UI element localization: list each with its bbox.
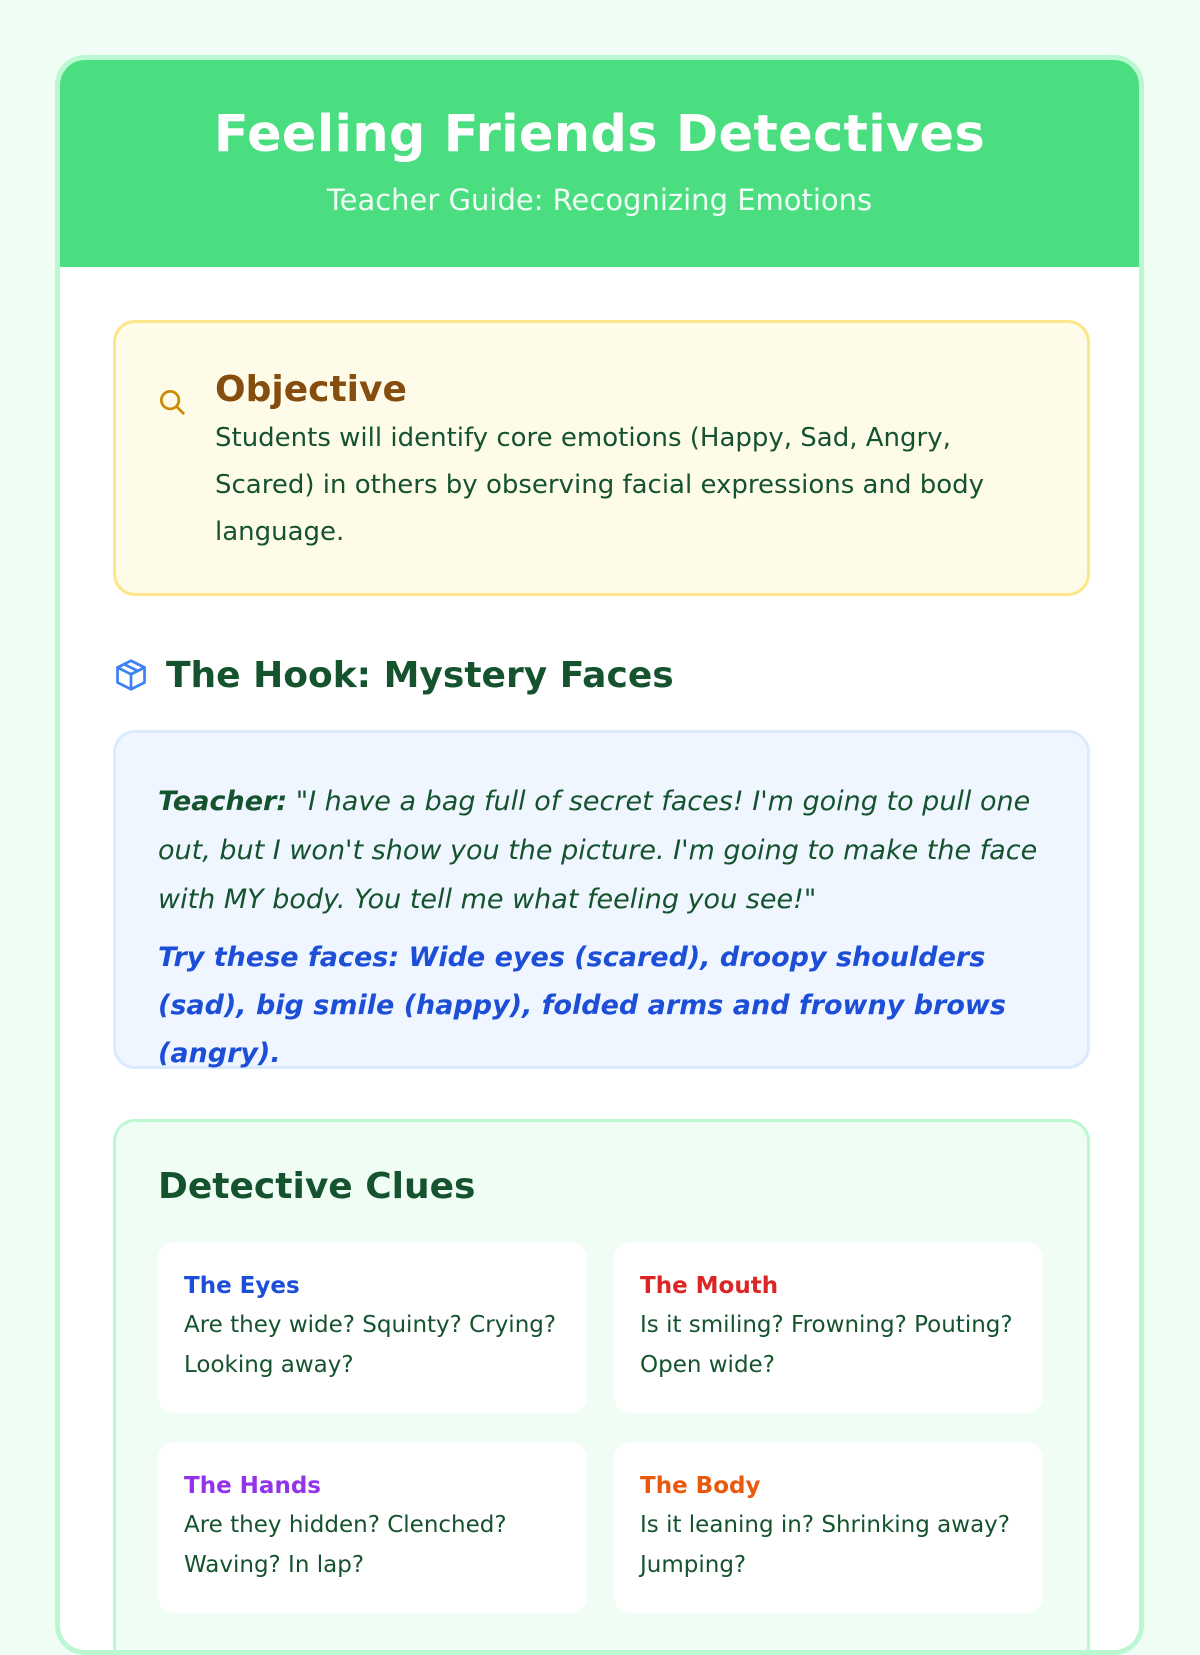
search-icon	[157, 387, 187, 417]
clue-card-body	[614, 1442, 1043, 1613]
teacher-quote	[158, 777, 1038, 924]
clue-desc: Are they wide? Squinty? Crying? Looking away?	[184, 1312, 557, 1378]
clue-desc: Are they hidden? Clenched? Waving? In lap?	[184, 1512, 507, 1578]
clue-card-hands	[158, 1442, 587, 1613]
objective-heading: Objective	[215, 369, 407, 410]
clue-card-eyes	[158, 1242, 587, 1413]
hook-heading: The Hook: Mystery Faces	[166, 654, 674, 696]
guide-card	[55, 55, 1144, 1655]
objective-box	[113, 320, 1090, 596]
clue-label: The Mouth	[640, 1273, 779, 1299]
clue-card-mouth	[614, 1242, 1043, 1413]
clue-desc: Is it leaning in? Shrinking away? Jumping?	[640, 1512, 1010, 1578]
clue-label: The Hands	[184, 1473, 321, 1499]
hook-tip: Try these faces: Wide eyes (scared), droopy shoulders (sad), big smile (happy), folded arms and frowny brows (angry).	[158, 942, 1006, 1069]
objective-text: Students will identify core emotions (Happy, Sad, Angry, Scared) in others by observing facial expressions and body language.	[215, 423, 985, 547]
box-icon	[113, 657, 149, 693]
clues-heading: Detective Clues	[158, 1166, 476, 1207]
detective-clues-box	[113, 1119, 1090, 1655]
header	[60, 60, 1139, 267]
clue-label: The Body	[640, 1473, 761, 1499]
hook-section-title	[113, 645, 674, 705]
page-title: Feeling Friends Detectives	[213, 105, 986, 164]
speaker-label: Teacher:	[158, 786, 288, 817]
quote-text: "I have a bag full of secret faces! I'm going to pull one out, but I won't show you the picture. I'm going to make the face with MY body. You tell me what feeling you see!"	[158, 786, 1038, 915]
hook-box	[113, 730, 1090, 1069]
page-subtitle: Teacher Guide: Recognizing Emotions	[326, 183, 873, 217]
clue-label: The Eyes	[184, 1273, 300, 1299]
clue-desc: Is it smiling? Frowning? Pouting? Open wide?	[640, 1312, 1013, 1378]
